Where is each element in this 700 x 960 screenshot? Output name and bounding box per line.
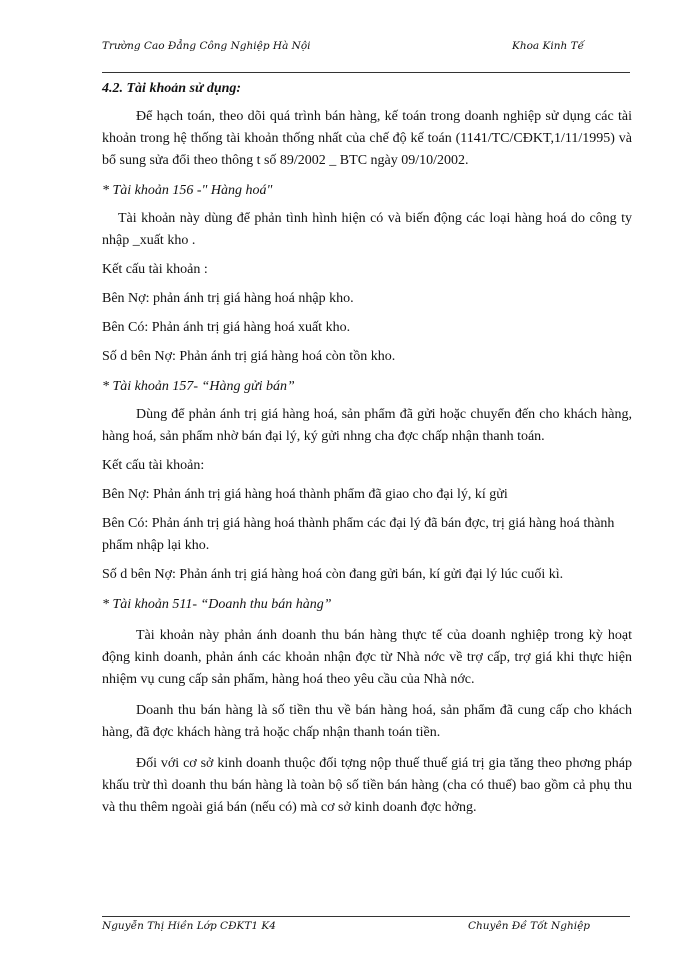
- tk157-structure: Kết cấu tài khoản:: [102, 458, 205, 473]
- header-rule: [102, 72, 630, 73]
- header-school: Trường Cao Đẳng Công Nghiệp Hà Nội: [102, 40, 311, 52]
- tk157-credit: Bên Có: Phản ánh trị giá hàng hoá thành phẩm các đại lý đã bán đợc, trị giá hàng hoá thành phẩm nhập lại kho.: [102, 516, 615, 553]
- tk156-balance: Số d bên Nợ: Phản ánh trị giá hàng hoá còn tồn kho.: [102, 349, 396, 364]
- tk156-description: Tài khoản này dùng để phản tình hình hiện có và biến động các loại hàng hoá do công ty nhập _xuất kho .: [102, 211, 632, 248]
- tk511-paragraph-1: Tài khoản này phản ánh doanh thu bán hàng thực tế của doanh nghiệp trong kỳ hoạt động kinh doanh, phản ánh các khoản nhận đợc từ Nhà nớc về trợ cấp, trợ giá khi thực hiện nhiệm vụ cung cấp sản phẩm, hàng hoá theo yêu cầu của Nhà nớc.: [102, 628, 632, 687]
- tk511-paragraph-3: Đối với cơ sở kinh doanh thuộc đối tợng nộp thuế thuế giá trị gia tăng theo phơng pháp khấu trừ thì doanh thu bán hàng là toàn bộ số tiền bán hàng (cha có thuế) bao gồm cả phụ thu và thu thêm ngoài giá bán (nếu có) mà cơ sở kinh doanh đợc hởng.: [102, 756, 632, 815]
- footer-doc-type: Chuyên Đề Tốt Nghiệp: [468, 920, 591, 932]
- page-body: [102, 78, 632, 819]
- page-header: [102, 40, 630, 64]
- tk157-debit: Bên Nợ: Phản ánh trị giá hàng hoá thành phẩm đã giao cho đại lý, kí gửi: [102, 487, 508, 502]
- section-title: 4.2. Tài khoản sử dụng:: [102, 81, 242, 96]
- footer-author: Nguyễn Thị Hiền Lớp CĐKT1 K4: [102, 920, 276, 932]
- tk156-heading: * Tài khoản 156 -" Hàng hoá": [102, 183, 273, 198]
- tk511-paragraph-2: Doanh thu bán hàng là số tiền thu về bán hàng hoá, sản phẩm đã cung cấp cho khách hàng, đã đợc khách hàng trả hoặc chấp nhận thanh toán tiền.: [102, 703, 632, 740]
- tk157-balance: Số d bên Nợ: Phản ánh trị giá hàng hoá còn đang gửi bán, kí gửi đại lý lúc cuối kì.: [102, 567, 564, 582]
- tk156-debit: Bên Nợ: phản ánh trị giá hàng hoá nhập kho.: [102, 291, 354, 306]
- tk511-heading: * Tài khoản 511- “Doanh thu bán hàng”: [102, 597, 332, 612]
- tk157-heading: * Tài khoản 157- “Hàng gửi bán”: [102, 379, 295, 394]
- tk157-description: Dùng để phản ánh trị giá hàng hoá, sản phẩm đã gửi hoặc chuyển đến cho khách hàng, hàng hoá, sản phẩm nhờ bán đại lý, ký gửi nhng cha đợc chấp nhận thanh toán.: [102, 407, 632, 444]
- tk156-structure: Kết cấu tài khoản :: [102, 262, 208, 277]
- tk156-credit: Bên Có: Phản ánh trị giá hàng hoá xuất kho.: [102, 320, 351, 335]
- footer-rule: [102, 916, 630, 917]
- page-footer: [102, 920, 630, 940]
- header-faculty: Khoa Kinh Tế: [512, 40, 585, 52]
- intro-paragraph: Để hạch toán, theo dõi quá trình bán hàng, kế toán trong doanh nghiệp sử dụng các tài khoản trong hệ thống tài khoản thống nhất của chế độ kế toán (1141/TC/CĐKT,1/11/1995) và bổ sung sửa đổi theo thông t số 89/2002 _ BTC ngày 09/10/2002.: [102, 109, 632, 168]
